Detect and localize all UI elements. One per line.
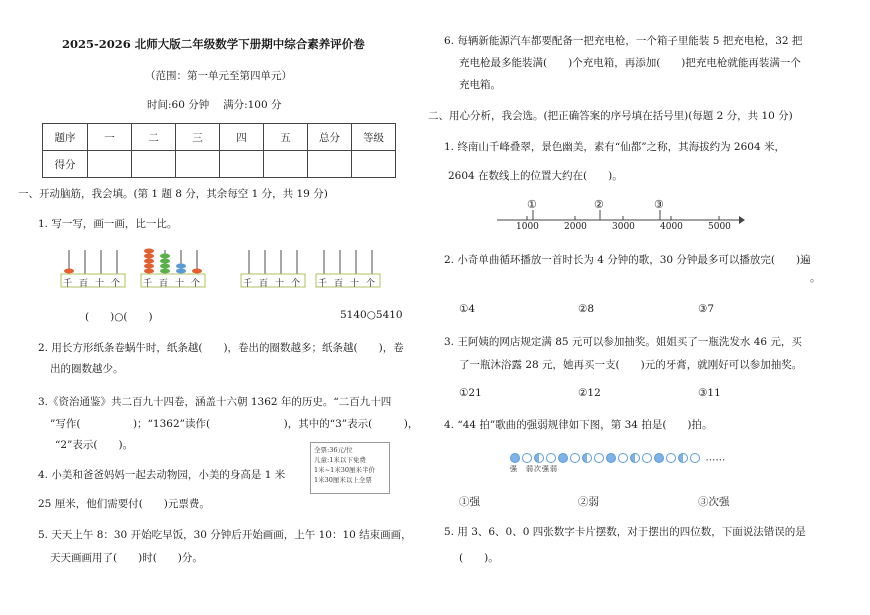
- abacus-label: 十: [175, 279, 192, 289]
- abacus-label: 个: [366, 279, 383, 289]
- tick-label: 4000: [660, 222, 683, 232]
- table-header-cell: 题序: [43, 124, 88, 151]
- table-header-cell: 一: [88, 124, 132, 151]
- question-2-5-line1: 5. 用 3、6、0、0 四张数字卡片摆数，对于摆出的四位数，下面说法错误的是: [444, 526, 806, 538]
- question-1-5-line1: 5. 天天上午 8：30 开始吃早饭，30 分钟后开始画画，上午 10：10 结束画画，: [38, 529, 412, 541]
- tick-label: 2000: [564, 222, 587, 232]
- beat-weak-icon: [546, 453, 556, 463]
- marker-2: ②: [594, 198, 604, 211]
- question-1-6-line3: 充电箱。: [459, 79, 501, 91]
- beat-weak-icon: [690, 453, 700, 463]
- option-2-2-a[interactable]: ①4: [459, 303, 476, 315]
- beat-medium-icon: [678, 453, 688, 463]
- paper-range: （范围：第一单元至第四单元）: [145, 70, 292, 82]
- tick-label: 1000: [516, 222, 539, 232]
- abacus-label: 百: [334, 279, 351, 289]
- score-cell[interactable]: [264, 151, 308, 178]
- abacus-label: 百: [259, 279, 276, 289]
- score-table: [42, 123, 396, 178]
- compare-numbers[interactable]: 5140○5410: [340, 309, 403, 321]
- beat-weak-icon: [666, 453, 676, 463]
- beat-ellipsis: ……: [705, 452, 726, 464]
- beat-medium-icon: [534, 453, 544, 463]
- abacus-label: 个: [111, 279, 128, 289]
- question-2-2-line1: 2. 小奇单曲循环播放一首时长为 4 分钟的歌，30 分钟最多可以播放完( )遍: [444, 254, 811, 266]
- beat-medium-icon: [582, 453, 592, 463]
- price-line: 1米~1米30厘米半价: [314, 466, 375, 474]
- beat-weak-icon: [594, 453, 604, 463]
- question-1-4-line2: 25 厘米，他们需要付( )元票费。: [38, 498, 210, 510]
- abacus-label: 十: [275, 279, 292, 289]
- question-1-6-line2: 充电枪最多能装满( )个充电箱，再添加( )把充电枪就能再装满一个: [459, 57, 801, 69]
- question-1-3-line3: “2”表示( )。: [55, 439, 134, 451]
- beat-strong-icon: [654, 453, 664, 463]
- table-header-cell: 四: [220, 124, 264, 151]
- compare-blank[interactable]: ( )○( ): [85, 311, 153, 323]
- question-2-2-line2: 。: [810, 272, 821, 284]
- time-and-score: 时间:60 分钟 满分:100 分: [147, 99, 282, 111]
- ticket-price-box: [310, 442, 390, 494]
- tick-label: 5000: [708, 222, 731, 232]
- price-line: 全票:36元/位: [314, 446, 353, 454]
- score-cell[interactable]: [176, 151, 220, 178]
- abacus-bead: [64, 269, 74, 274]
- question-1-1: 1. 写一写，画一画，比一比。: [38, 218, 178, 230]
- question-1-3-line1: 3.《资治通鉴》共二百九十四卷，涵盖十六朝 1362 年的历史。“二百九十四: [38, 396, 392, 408]
- question-2-3-line1: 3. 王阿姨的网店规定满 85 元可以参加抽奖。姐姐买了一瓶洗发水 46 元，买: [444, 336, 802, 348]
- question-2-4-line1: 4. “44 拍”歌曲的强弱规律如下图，第 34 拍是( )拍。: [444, 419, 713, 431]
- price-line: 1米30厘米以上全票: [314, 476, 372, 484]
- table-header-cell: 等级: [352, 124, 396, 151]
- marker-1: ①: [527, 198, 537, 211]
- abacus-label: 个: [291, 279, 308, 289]
- score-cell[interactable]: [220, 151, 264, 178]
- question-1-6-line1: 6. 每辆新能源汽车都要配备一把充电枪，一个箱子里能装 5 把充电枪，32 把: [444, 35, 803, 47]
- question-1-4-line1: 4. 小美和爸爸妈妈一起去动物园，小美的身高是 1 米: [38, 469, 286, 481]
- score-table-header-row: [43, 124, 396, 151]
- question-1-2-line1: 2. 用长方形纸条卷蜗牛时，纸条越( )，卷出的圈数越多；纸条越( )，卷: [38, 342, 404, 354]
- abacus-label: 个: [191, 279, 208, 289]
- table-header-cell: 总分: [308, 124, 352, 151]
- section2-heading: 二、用心分析，我会选。(把正确答案的序号填在括号里)(每题 2 分，共 10 分): [428, 110, 793, 122]
- option-2-2-b[interactable]: ②8: [578, 303, 595, 315]
- beat-weak-icon: [618, 453, 628, 463]
- tick-label: 3000: [612, 222, 635, 232]
- score-cell[interactable]: [352, 151, 396, 178]
- score-cell[interactable]: [132, 151, 176, 178]
- question-2-3-line2: 了一瓶沐浴露 28 元，她再买一支( )元的牙膏，就刚好可以参加抽奖。: [459, 359, 803, 371]
- question-1-2-line2: 出的圈数越少。: [50, 363, 124, 375]
- beat-strong-icon: [606, 453, 616, 463]
- beat-pattern: [510, 452, 725, 464]
- abacus-label: 百: [159, 279, 176, 289]
- price-line: 儿童:1米以下免费: [314, 456, 366, 464]
- score-cell[interactable]: [308, 151, 352, 178]
- abacus-label: 百: [79, 279, 96, 289]
- score-table-score-row: [43, 151, 396, 178]
- question-2-1-line2: 2604 在数线上的位置大约在( )。: [448, 170, 623, 182]
- question-1-3-line2: ”写作( )；“1362”读作( )，其中的“3”表示( )，: [50, 418, 419, 430]
- score-cell[interactable]: [88, 151, 132, 178]
- abacus-label: 十: [350, 279, 367, 289]
- abacus-label: 千: [143, 279, 160, 289]
- beat-weak-icon: [522, 453, 532, 463]
- table-header-cell: 三: [176, 124, 220, 151]
- table-header-cell: 二: [132, 124, 176, 151]
- abacus-label: 千: [63, 279, 80, 289]
- table-header-cell: 五: [264, 124, 308, 151]
- option-2-3-b[interactable]: ②12: [578, 387, 601, 399]
- score-row-label: 得分: [43, 151, 88, 178]
- abacus-label: 千: [243, 279, 260, 289]
- option-2-4-a[interactable]: ①强: [459, 496, 480, 508]
- option-2-3-a[interactable]: ①21: [459, 387, 482, 399]
- section1-heading: 一、开动脑筋，我会填。(第 1 题 8 分，其余每空 1 分，共 19 分): [18, 188, 328, 200]
- question-1-5-line2: 天天画画用了( )时( )分。: [50, 552, 203, 564]
- paper-title: 2025-2026 北师大版二年级数学下册期中综合素养评价卷: [62, 37, 365, 51]
- beat-weak-icon: [642, 453, 652, 463]
- beat-strong-icon: [510, 453, 520, 463]
- abacus-label: 千: [318, 279, 335, 289]
- beat-medium-icon: [630, 453, 640, 463]
- beat-labels: 强 弱次强弱: [510, 465, 558, 473]
- option-2-2-c[interactable]: ③7: [698, 303, 715, 315]
- abacus-label: 十: [95, 279, 112, 289]
- option-2-4-b[interactable]: ②弱: [578, 496, 599, 508]
- question-2-5-line2: ( )。: [459, 552, 499, 564]
- option-2-3-c[interactable]: ③11: [698, 387, 721, 399]
- question-2-1-line1: 1. 终南山千峰叠翠，景色幽美，素有“仙都”之称，其海拔约为 2604 米，: [444, 141, 785, 153]
- beat-strong-icon: [558, 453, 568, 463]
- beat-weak-icon: [570, 453, 580, 463]
- marker-3: ③: [654, 198, 664, 211]
- option-2-4-c[interactable]: ③次强: [698, 496, 730, 508]
